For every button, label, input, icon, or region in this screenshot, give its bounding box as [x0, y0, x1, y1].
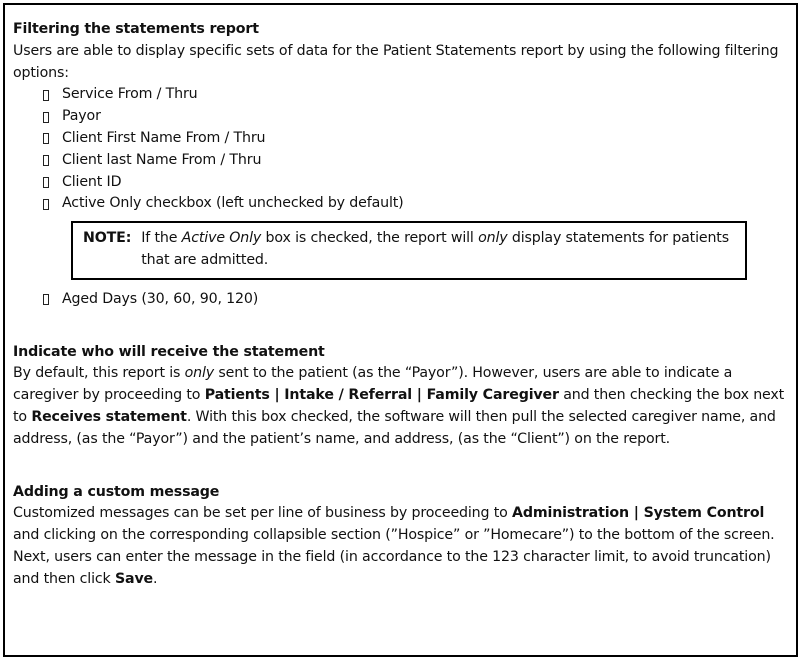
bullet-icon: [43, 294, 49, 305]
text-part: sent to the patient (as the “Payor”). However, users are able to indicate a caregiver by proceeding to: [13, 365, 733, 404]
receive-heading: Indicate who will receive the statement: [13, 343, 325, 360]
button-name: Save: [114, 570, 154, 587]
text-part: and clicking on the corresponding collapsible section (”Hospice” or ”Homecare”) to the bottom of the screen. Next, users can enter the message in the field (in accordance to the 123 character limit, to avoid truncation) and then click: [13, 527, 775, 587]
option-label: Payor: [62, 108, 101, 125]
note-emphasis: Active Only: [181, 230, 262, 247]
emphasis-text: only: [184, 365, 215, 382]
filtering-heading: Filtering the statements report: [13, 21, 259, 37]
option-label: Client last Name From / Thru: [62, 151, 262, 168]
filtering-intro: Users are able to display specific sets of data for the Patient Statements report by using the following filtering options:: [13, 42, 779, 81]
filter-options-list: [13, 84, 793, 215]
bullet-icon: [43, 112, 49, 123]
list-item: [43, 289, 793, 311]
bullet-icon: [43, 155, 49, 166]
note-text: [141, 228, 735, 272]
note-text-part: display statements for patients that are admitted.: [141, 230, 729, 268]
bullet-icon: [43, 177, 49, 188]
menu-path: Administration | System Control: [512, 505, 765, 522]
list-item: [43, 172, 793, 194]
text-part: .: [153, 570, 158, 587]
custom-paragraph: [13, 503, 793, 590]
option-label: Client ID: [62, 173, 122, 190]
bullet-icon: [43, 199, 49, 210]
option-label: Client First Name From / Thru: [62, 129, 266, 146]
document-content: [13, 19, 793, 591]
filter-options-list-continued: [13, 289, 793, 311]
checkbox-name: Receives statement: [31, 408, 187, 425]
note-emphasis: only: [478, 230, 508, 247]
text-part: By default, this report is: [13, 365, 185, 382]
text-part: . With this box checked, the software will then pull the selected caregiver name, and address, (as the “Payor”) and the patient’s name, and address, (as the “Client”) on the report.: [13, 408, 776, 447]
text-part: and then checking the box next to: [13, 387, 785, 425]
note-text-part: box is checked, the report will: [261, 230, 479, 247]
document-frame: [3, 3, 798, 657]
note-box: [71, 221, 747, 280]
list-item: [43, 128, 793, 150]
receive-paragraph: [13, 363, 793, 450]
list-item: [43, 150, 793, 172]
note-label: NOTE:: [83, 230, 132, 247]
list-item: [43, 106, 793, 128]
bullet-icon: [43, 133, 49, 144]
menu-path: Patients | Intake / Referral | Family Caregiver: [204, 387, 559, 404]
option-label: Active Only checkbox (left unchecked by default): [62, 195, 404, 212]
list-item: [43, 193, 793, 215]
text-part: Customized messages can be set per line of business by proceeding to: [13, 505, 513, 522]
option-label: Aged Days (30, 60, 90, 120): [62, 290, 259, 307]
custom-heading: Adding a custom message: [13, 483, 220, 500]
list-item: [43, 84, 793, 106]
bullet-icon: [43, 90, 49, 101]
option-label: Service From / Thru: [62, 86, 198, 103]
note-text-part: If the: [141, 230, 182, 247]
